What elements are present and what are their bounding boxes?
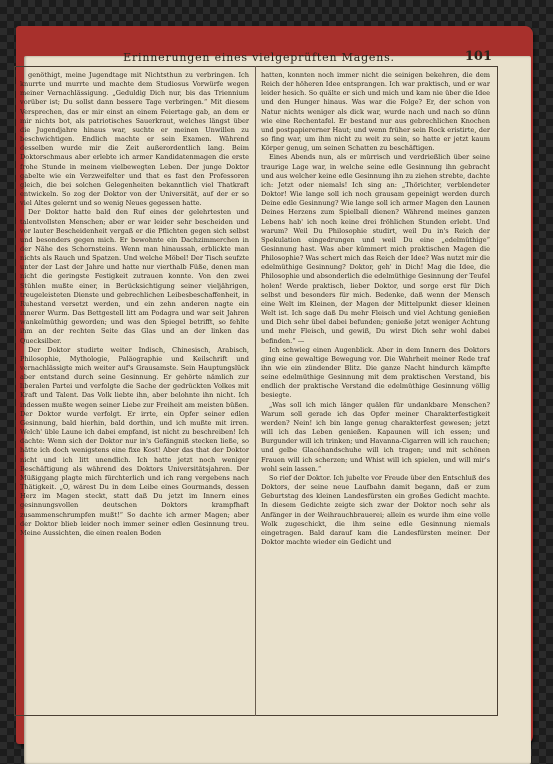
paragraph: Der Doktor hatte bald den Ruf eines der gelehrtesten und talentvollsten Menschen; aber er war leider sehr bescheiden und vor lauter Bescheidenheit vergaß er die Pflichten gegen sich selbst und besonders gegen mich. Er bewohnte ein Dachzimmerchen in der Nähe des Schornsteins. Wenn man hinaussah, erblickte man nichts als Rauch und Spatzen. Und welche Möbel! Der Tisch seufzte unter der Last der Jahre und hatte nur vierthalb Füße, denen man nicht die geringste Festigkeit zutrauen konnte. Von den zwei Stühlen mußte einer, in Berücksichtigung seiner vieljährigen, treugeleisteten Dienste und gebrechlichen Leibesbeschaffenheit, in Ruhestand versetzt werden, und ein zehn anderen nagte ein innerer Wurm. Das Bettgestell litt am Podagra und war seit Jahren wankelmüthig geworden; und was den Spiegel betrifft, so fehlte ihm an der rechten Seite das Glas und an der linken das Quecksilber.	[20, 208, 249, 345]
left-column	[20, 71, 249, 711]
paragraph: „Was soll ich mich länger quälen für undankbare Menschen? Warum soll gerade ich das Opfer meiner Charakterfestigkeit werden? Nein! ich bin lange genug charakterfest gewesen; jetzt will ich das Leben genießen. Kapaunen will ich essen; und Burgunder will ich trinken; und Havanna-Cigarren will ich rauchen; und gelbe Glacéhandschuhe will ich tragen; und mit schönen Frauen will ich scherzen; und Whist will ich spielen, und will mir's wohl sein lassen.“	[261, 400, 490, 473]
running-title: Erinnerungen eines vielgeprüften Magens.	[123, 51, 395, 64]
paragraph: So rief der Doktor. Ich jubelte vor Freude über den Entschluß des Doktors, der seine neue Laufbahn damit begann, daß er zum Geburtstag des kleinen Landesfürsten ein großes Gedicht machte. In diesem Gedichte zeigte sich zwar der Doktor noch sehr als Anfänger in der Weihrauchbrauerei; allein es wurde ihm eine volle Wolk zugeschickt, die ihm seine edle Gesinnung niemals eingetragen. Bald darauf kam die Landesfürsten meiner. Der Doktor machte wieder ein Gedicht und	[261, 473, 490, 546]
paragraph: Der Doktor studirte weiter Indisch, Chinesisch, Arabisch, Philosophie, Mythologie, Paläographie und Keilschrift und vernachlässigte mich weiter auf's Grausamste. Sein Hauptungslück aber entstand durch seine Gesinnung. Er gehörte nämlich zur liberalen Partei und verfolgte die Sache der gedrückten Volkes mit Kraft und Talent. Das Volk liebte ihn, aber belohnte ihn nicht. Ich indessen mußte wegen seiner Liebe zur Freiheit am meisten büßen. Der Doktor wurde verfolgt. Er irrte, ein Opfer seiner edlen Gesinnung, bald hierhin, bald dorthin, und ich mußte mit irren. Welch' üble Laune ich dabei empfand, ist nicht zu beschreiben! Ich dachte: Wenn sich der Doktor nur in's Gefängniß stecken ließe, so hätte ich doch wenigstens eine fixe Kost! Aber das that der Doktor nicht und ich litt unendlich. Ich hatte jetzt noch weniger Beschäftigung als während des Doktors Universitätsjahren. Der Müßiggang plagte mich fürchterlich und ich rang vergebens nach Thätigkeit. „O, wärest Du in dem Leibe eines Gourmands, dessen Herz im Magen steckt, statt daß Du jetzt im Innern eines gesinnungsvollen deutschen Doktors krampfhaft zusammenschrumpfen mußt!“ So dachte ich armer Magen; aber der Doktor blieb leider noch immer seiner edlen Gesinnung treu. Meine Aussichten, die einen realen Boden	[20, 345, 249, 537]
page-number: 101	[464, 49, 492, 64]
right-column	[261, 71, 490, 711]
page-header	[24, 51, 494, 65]
paragraph: hatten, konnten noch immer nicht die seinigen bekehren, die dem Reich der höheren Idee entsprangen. Ich war praktisch, und er war leider hesich. So quälte er sich und mich und kam nie über die Idee und den Hunger hinaus. Was war die Folge? Er, der schon von Natur nichts weniger als dick war, wurde nach und nach so dünn wie eine Rechentafel. Er bestand nur aus gebrechlichen Knochen und postpapiererner Haut; und wenn früher sein Rock eristirte, der so fing war, um ihm nicht zu weit zu sein, so hatte er jetzt kaum Körper genug, um seinen Schatten zu beschäftigen.	[261, 71, 490, 153]
column-divider	[255, 66, 256, 716]
paragraph: genöthigt, meine Jugendtage mit Nichtsthun zu verbringen. Ich knurrte und murrte und machte dem Studiosus Vorwürfe wegen meiner Vernachlässigung. „Geduldig Dich nur, bis das Triennium vorüber ist; Du sollst dann bessere Tage verbringen.“ Mit diesem Versprechen, das er mir einst an einem Feiertage gab, an dem er mir nichts bot, als patriotisches Sauerkraut, welches längst über die Jugendjahre hinaus war, suchte er meinen Unwillen zu beschwichtigen. Endlich machte er sein Examen. Während desselben wurde mir die Zeit außerordentlich lang. Beim Doktorschmaus aber erlebte ich armer Kandidatenmagen die erste frohe Stunde in meinem vielbewegten Leben. Der junge Doktor gabelte wie ein Verzweifelter und that es fast den Professoren gleich, die bei solchen Gelegenheiten bekanntlich viel Thatkraft entwickeln. So zog der Doktor von der Universität, auf der er so viel Altes gelernt und so wenig Neues gegessen hatte.	[20, 71, 249, 208]
paragraph: Ich schwieg einen Augenblick. Aber in dem Innern des Doktors ging eine gewaltige Bewegung vor. Die Wahrheit meiner Rede traf ihn wie ein zündender Blitz. Die ganze Nacht hindurch kämpfte seine edelmüthige Gesinnung mit dem praktischen Verstand, bis endlich der praktische Verstand die edelmüthige Gesinnung völlig besiegte.	[261, 345, 490, 400]
paragraph: Eines Abends nun, als er mürrisch und verdrießlich über seine traurige Lage war, in welche seine edle Gesinnung ihn gebracht und aus welcher keine edle Gesinnung ihn zu ziehen strebte, dachte ich: Jetzt oder niemals! Ich sing an: „Thörichter, verblendeter Doktor! Wie lange soll ich noch grausam gepeinigt werden durch Deine edle Gesinnung? Wie lange soll ich armer Magen den Launen Deines Herzens zum Spielball dienen? Während meines ganzen Lebens hab' ich noch keine drei fröhlichen Stunden erlebt. Und warum? Weil Du Philosophie studirt, weil Du in's Reich der Spekulation eingedrungen und weil Du eine „edelmüthige“ Gesinnung hast. Was aber kümmert mich praktischen Magen die Philosophie? Was schert mich das Reich der Idee? Was nutzt mir die edelmüthige Gesinnung? Doktor, geh' in Dich! Mag die Idee, die Philosophie und absonderlich die edelmüthige Gesinnung der Teufel holen! Werde praktisch, lieber Doktor, und sorge erst für Dich selbst und besonders für mich. Bedenke, daß wenn der Mensch eine Welt im Kleinen, der Magen der Mittelpunkt dieser kleinen Welt ist. Ich sage daß Du mehr Fleisch und viel Achtung genießen und Dich sehr übel dabei befunden; genieße jetzt weniger Achtung und mehr Fleisch, und gewiß, Du wirst Dich sehr wohl dabei befinden.“ —	[261, 153, 490, 345]
